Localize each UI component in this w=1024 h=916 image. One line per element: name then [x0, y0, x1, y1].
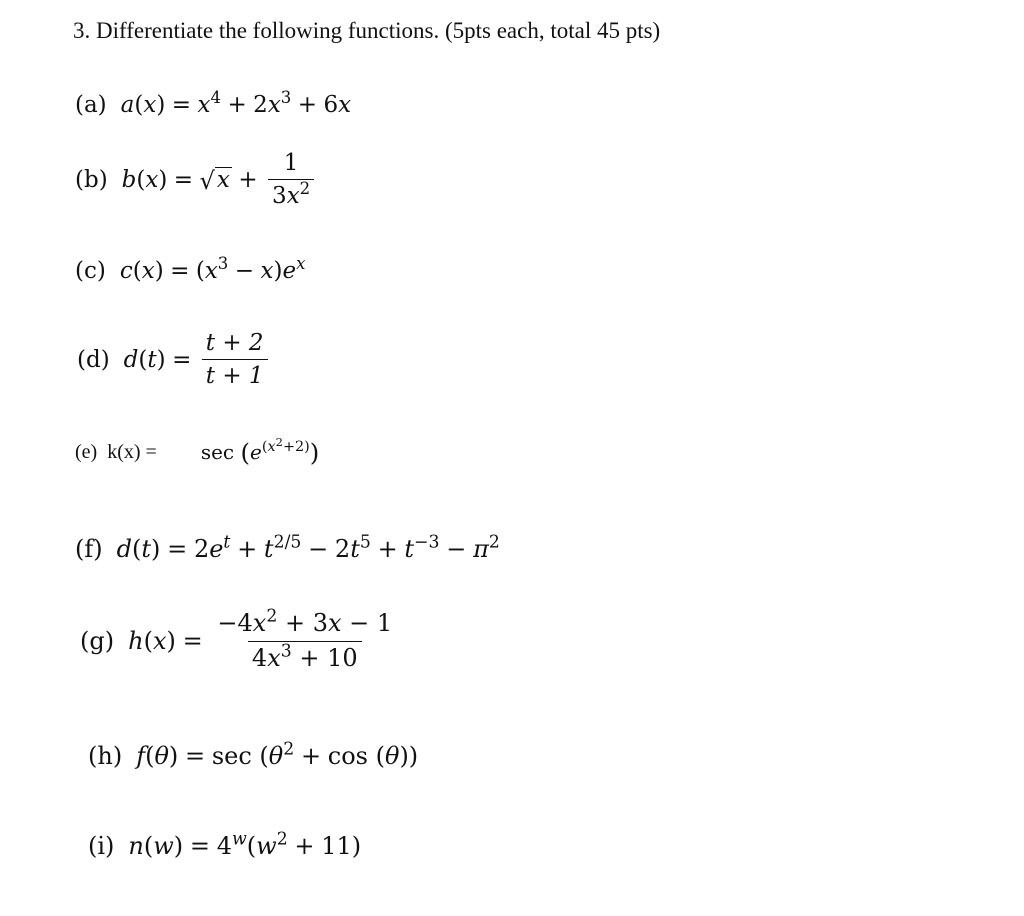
problem-c-formula: $c(x) = (x^3 - x)e^x$: [119, 253, 306, 284]
problem-d-label: (d): [77, 346, 110, 373]
problem-g-fraction: $\frac{-4x^2 + 3x - 1}{4x^3 + 10}$: [217, 606, 393, 672]
problem-g: [80, 606, 400, 672]
problem-h: [88, 739, 419, 770]
problem-i-label: (i): [88, 832, 115, 860]
problem-e-lhs: k(x) =: [107, 441, 157, 463]
problem-a: [75, 87, 352, 118]
problem-c-label: (c): [75, 258, 106, 284]
problem-i-formula: $n(w) = 4^w(w^2 + 11)$: [128, 829, 362, 860]
problem-b-label: (b): [75, 166, 108, 193]
problem-e: [75, 434, 320, 467]
problem-f-label: (f): [75, 535, 103, 563]
problem-i: [88, 829, 362, 860]
problem-a-formula: $a(x) = x^4 + 2x^3 + 6x$: [120, 87, 352, 118]
problem-h-label: (h): [88, 742, 123, 770]
problem-f: [75, 532, 500, 563]
problem-c: [75, 253, 306, 284]
square-root: √ x: [199, 166, 230, 195]
problem-a-label: (a): [75, 92, 107, 118]
problem-e-formula: $\sec (e^{(x^2+2)})$: [200, 434, 320, 467]
problem-d-formula: d ( t ) = $\frac{t + 2}{t + 1}$: [124, 330, 272, 390]
problem-g-formula: h ( x ) = $\frac{-4x^2 + 3x - 1}{4x^3 + 10}$: [128, 610, 400, 672]
problem-b-formula: b ( x ) = √ x + $\frac{1}{3x^2}$: [122, 150, 319, 210]
question-heading: 3. Differentiate the following functions. (5pts each, total 45 pts): [73, 18, 661, 43]
problem-b: [75, 150, 318, 210]
problem-g-label: (g): [80, 627, 115, 656]
problem-b-fraction: $\frac{1}{3x^2}$: [268, 150, 314, 210]
problem-d-fraction: $\frac{t + 2}{t + 1}$: [202, 330, 268, 390]
problem-f-formula: $d(t) = 2e^t + t^{2/5} - 2t^5 + t^{-3} - \pi^2$: [116, 532, 500, 563]
problem-d: [77, 330, 272, 390]
problem-e-label: (e): [75, 441, 98, 463]
problem-h-formula: $f(\theta) = \sec (\theta^2 + \cos (\theta))$: [136, 739, 419, 770]
